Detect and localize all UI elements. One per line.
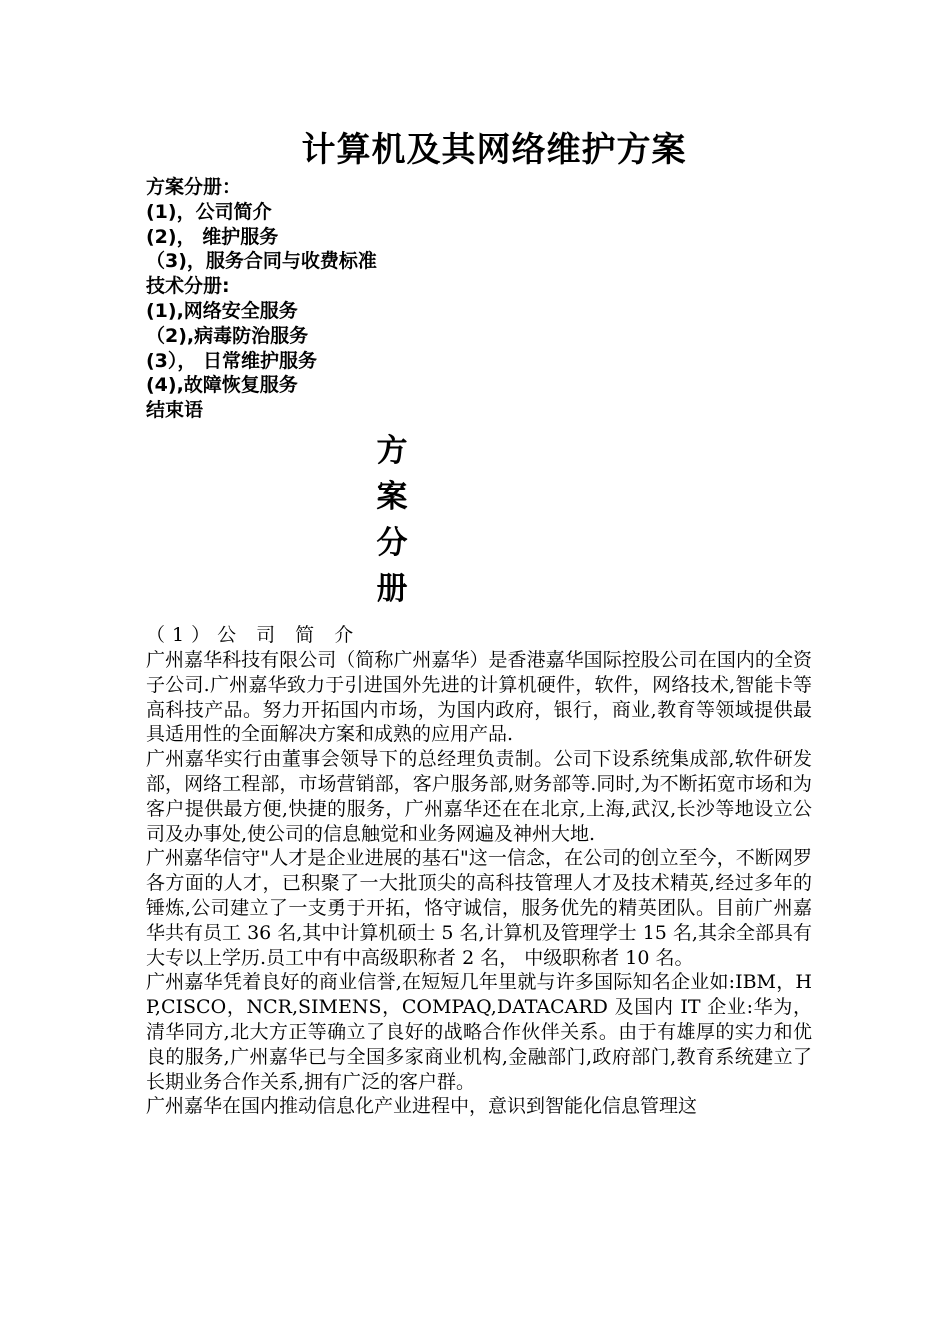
toc-item: （3)，服务合同与收费标准: [146, 250, 377, 273]
vertical-heading-char: 册: [376, 571, 408, 607]
toc-item: 结束语: [146, 399, 204, 422]
body-text: [146, 648, 812, 1119]
vertical-heading-char: 分: [376, 525, 408, 561]
vertical-section-heading: [372, 428, 412, 612]
document-title: 计算机及其网络维护方案: [301, 130, 687, 170]
vertical-heading-char: 案: [376, 479, 408, 515]
toc-item: (4),故障恢复服务: [146, 374, 298, 397]
toc-item: 技术分册:: [146, 275, 230, 298]
toc-item: (3）， 日常维护服务: [146, 349, 318, 372]
toc-item: (2)， 维护服务: [146, 225, 279, 248]
paragraph: 广州嘉华在国内推动信息化产业进程中，意识到智能化信息管理这: [146, 1095, 698, 1118]
toc-item: 方案分册：: [146, 176, 242, 198]
toc-item: （2),病毒防治服务: [146, 324, 309, 347]
paragraph: 广州嘉华科技有限公司（简称广州嘉华）是香港嘉华国际控股公司在国内的全资子公司.广州嘉华致力于引进国外先进的计算机硬件，软件，网络技术,智能卡等高科技产品。努力开拓国内市场，为国内政府，银行，商业,教育等领域提供最具适用性的全面解决方案和成熟的应用产品.: [146, 649, 812, 746]
toc-item: (1),网络安全服务: [146, 299, 298, 322]
table-of-contents: [146, 175, 846, 423]
vertical-heading-char: 方: [376, 433, 408, 469]
toc-item: (1)，公司简介: [146, 200, 272, 223]
paragraph: 广州嘉华信守"人才是企业进展的基石"这一信念，在公司的创立至今，不断网罗各方面的人才，已积聚了一大批顶尖的高科技管理人才及技术精英,经过多年的锤炼,公司建立了一支勇于开拓，恪守诚信，服务优先的精英团队。目前广州嘉华共有员工 36 名,其中计算机硕士 5 名,计算机及管理学士 15 名,其余全部具有大专以上学历.员工中有中高级职称者 2 名， 中级职称者 10 名。: [146, 847, 812, 969]
paragraph: 广州嘉华实行由董事会领导下的总经理负责制。公司下设系统集成部,软件研发部，网络工程部，市场营销部，客户服务部,财务部等.同时,为不断拓宽市场和为客户提供最方便,快捷的服务，广州嘉华还在在北京,上海,武汉,长沙等地设立公司及办事处,使公司的信息触觉和业务网遍及神州大地.: [146, 748, 812, 845]
section-heading: （1）公 司 简 介: [146, 624, 361, 646]
paragraph: 广州嘉华凭着良好的商业信誉,在短短几年里就与许多国际知名企业如:IBM，HP,CISCO，NCR,SIMENS，COMPAQ,DATACARD 及国内 IT 企业:华为，清华同方,北大方正等确立了良好的战略合作伙伴关系。由于有雄厚的实力和优良的服务,广州嘉华已与全国多家商业机构,金融部门,政府部门,教育系统建立了长期业务合作关系,拥有广泛的客户群。: [146, 971, 812, 1093]
